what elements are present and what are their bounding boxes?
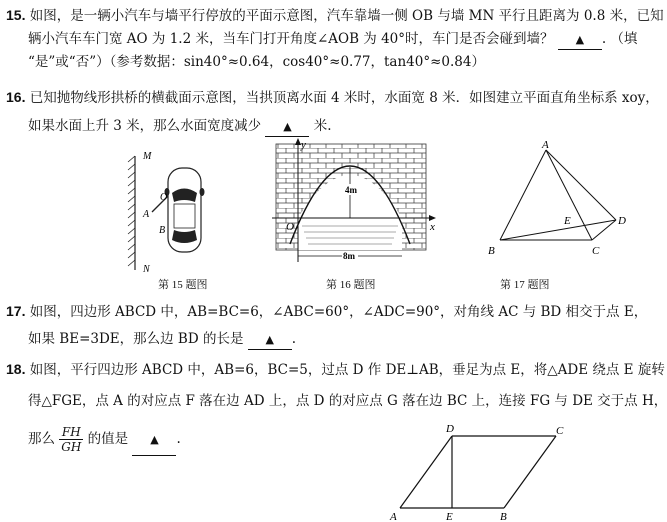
q17-text-1: 如图，四边形 ABCD 中，AB=BC=6，∠ABC=60°，∠ADC=90°，对角线 AC 与 BD 相交于点 E， xyxy=(29,304,648,320)
figure-16-arch-bridge xyxy=(266,138,438,270)
car-top-view-icon xyxy=(165,168,205,252)
label-C: C xyxy=(592,245,600,257)
label-B: B xyxy=(488,245,495,257)
q18-text-1: 如图，平行四边形 ABCD 中，AB=6，BC=5，过点 D 作 DE⊥AB，垂足为点 E，将△ADE 绕点 E 旋转 xyxy=(29,362,665,378)
q15-text-2a: 辆小汽车车门宽 AO 为 1.2 米，当车门打开角度∠AOB 为 40°时，车门是否会碰到墙？ xyxy=(28,31,554,47)
q18-text-2: 得△FGE，点 A 的对应点 F 落在边 AD 上，点 D 的对应点 G 落在边 BC 上，连接 FG 与 DE 交于点 H， xyxy=(28,393,667,409)
q16-line1 xyxy=(6,88,659,107)
q15-line1 xyxy=(6,6,664,25)
label-N: N xyxy=(143,264,150,275)
q15-text-3: “是”或“否”）（参考数据：sin40°≈0.64，cos40°≈0.77，tan40°≈0.84） xyxy=(28,54,485,70)
q18-text-3c: . xyxy=(176,431,181,447)
figure-15-car xyxy=(128,148,218,278)
q18-line2 xyxy=(28,392,667,410)
fraction-denominator: GH xyxy=(61,440,82,454)
q16-line2 xyxy=(28,117,332,137)
q17-text-2a: 如果 BE=3DE，那么边 BD 的长是 xyxy=(28,331,244,347)
q15-number: 15. xyxy=(6,7,26,23)
q17-line1 xyxy=(6,302,647,321)
label-x: x xyxy=(430,221,435,233)
q18-text-3a: 那么 xyxy=(28,431,55,447)
q15-text-2b: （填 xyxy=(610,31,638,47)
label-A: A xyxy=(390,511,397,522)
label-D: D xyxy=(446,423,454,435)
q16-text-2a: 如果水面上升 3 米，那么水面宽度减少 xyxy=(28,118,262,134)
q17-number: 17. xyxy=(6,303,26,319)
label-B: B xyxy=(500,511,507,522)
quadrilateral-lines xyxy=(500,150,616,240)
fraction-numerator: FH xyxy=(59,425,83,440)
wall-hatching xyxy=(128,156,135,270)
figure-17-quadrilateral xyxy=(480,138,630,260)
answer-triangle-icon: ▲ xyxy=(575,33,585,46)
answer-triangle-icon: ▲ xyxy=(150,433,159,446)
q18-answer-blank xyxy=(132,424,176,456)
label-C: C xyxy=(556,425,564,437)
caption-fig15: 第 15 题图 xyxy=(158,279,208,291)
q17-line2 xyxy=(28,330,296,350)
label-4m: 4m xyxy=(345,185,357,195)
label-A: A xyxy=(542,139,549,151)
fraction-FH-over-GH xyxy=(59,425,83,454)
q15-line2: 辆小汽车车门宽 AO 为 1.2 米，当车门打开角度∠AOB 为 40°时，车门是否会碰到墙？ ▲ . （填 xyxy=(28,30,637,50)
answer-triangle-icon: ▲ xyxy=(265,333,275,346)
caption-fig16: 第 16 题图 xyxy=(326,279,376,291)
answer-triangle-icon: ▲ xyxy=(283,120,292,133)
label-8m: 8m xyxy=(343,251,355,261)
q17-answer-blank xyxy=(248,330,292,350)
label-B: B xyxy=(159,225,166,236)
label-A: A xyxy=(143,209,150,220)
label-O: O xyxy=(160,192,168,203)
q18-line1 xyxy=(6,360,665,379)
label-E: E xyxy=(564,215,571,227)
q15-text-1: 如图，是一辆小汽车与墙平行停放的平面示意图，汽车靠墙一侧 OB 与墙 MN 平行且距离为 0.8 米，已知 xyxy=(29,8,664,24)
label-O: O xyxy=(286,221,294,233)
q17-text-2b: . xyxy=(291,331,297,347)
q16-text-2b: 米. xyxy=(313,118,332,134)
q16-number: 16. xyxy=(6,89,26,105)
q15-answer-blank xyxy=(558,30,602,50)
label-M: M xyxy=(143,151,152,162)
label-E: E xyxy=(446,511,453,522)
parallelogram-lines xyxy=(400,436,556,508)
caption-fig17: 第 17 题图 xyxy=(500,279,550,291)
q18-text-3b: 的值是 xyxy=(87,431,129,447)
figure-18-parallelogram xyxy=(384,420,584,522)
q16-text-1: 已知抛物线形拱桥的横截面示意图，当拱顶离水面 4 米时，水面宽 8 米．如图建立平面直角坐标系 xoy， xyxy=(29,90,659,106)
q16-answer-blank xyxy=(265,117,309,137)
q15-line3 xyxy=(28,53,485,71)
label-y: y xyxy=(301,139,306,151)
q18-number: 18. xyxy=(6,361,26,377)
q18-line3 xyxy=(28,424,181,456)
label-D: D xyxy=(618,215,626,227)
